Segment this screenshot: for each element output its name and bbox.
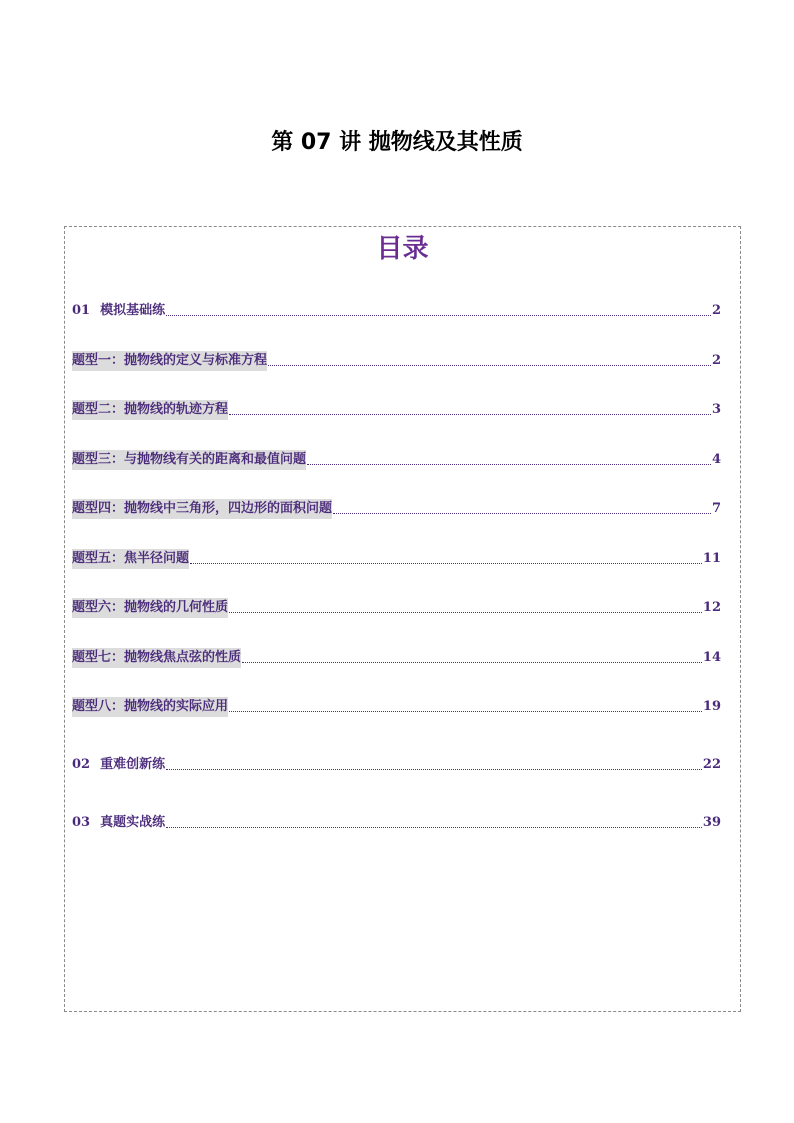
toc-dot-leader: [166, 315, 711, 316]
toc-dot-leader: [333, 513, 711, 514]
toc-entry-label: 题型二：抛物线的轨迹方程: [72, 400, 228, 420]
toc-entry-label: [72, 301, 165, 321]
toc-entry-text: 重难创新练: [100, 757, 166, 772]
toc-entry-type-8[interactable]: [72, 697, 721, 717]
toc-page-number: 2: [711, 353, 721, 368]
toc-page-number: 39: [702, 815, 721, 830]
toc-page-number: 11: [702, 551, 721, 566]
toc-heading: 目录: [376, 234, 429, 264]
toc-page-number: 19: [702, 699, 721, 714]
toc-entry-type-1[interactable]: [72, 351, 721, 371]
toc-page-number: 7: [711, 501, 721, 516]
toc-entry-type-2[interactable]: [72, 400, 721, 420]
toc-entry-type-5[interactable]: [72, 549, 721, 569]
toc-entry-label: 题型五：焦半径问题: [72, 549, 189, 569]
toc-page-number: 2: [711, 303, 721, 318]
toc-entry-advanced[interactable]: [72, 755, 721, 775]
toc-entry-text: 真题实战练: [100, 815, 166, 830]
toc-page-number: 4: [711, 452, 721, 467]
toc-page-number: 12: [702, 600, 721, 615]
toc-entry-type-3[interactable]: [72, 450, 721, 470]
toc-page-number: 22: [702, 757, 721, 772]
toc-entry-label: 题型七：抛物线焦点弦的性质: [72, 648, 241, 668]
toc-entry-simulation-basics[interactable]: [72, 301, 721, 321]
toc-dot-leader: [229, 711, 702, 712]
toc-entry-type-6[interactable]: [72, 598, 721, 618]
toc-entry-number: 02: [72, 757, 91, 772]
toc-entry-label: 题型三：与抛物线有关的距离和最值问题: [72, 450, 306, 470]
toc-dot-leader: [166, 827, 702, 828]
toc-entry-number: 01: [72, 303, 91, 318]
toc-dot-leader: [229, 612, 702, 613]
toc-dot-leader: [307, 464, 711, 465]
toc-entry-label: 题型八：抛物线的实际应用: [72, 697, 228, 717]
toc-dot-leader: [229, 414, 711, 415]
toc-page-number: 3: [711, 402, 721, 417]
toc-entry-label: 题型六：抛物线的几何性质: [72, 598, 228, 618]
toc-entry-label: 题型一：抛物线的定义与标准方程: [72, 351, 267, 371]
toc-entry-type-4[interactable]: [72, 499, 721, 519]
toc-dot-leader: [190, 563, 702, 564]
toc-entry-real-exam[interactable]: [72, 813, 721, 833]
toc-entry-label: [72, 755, 165, 775]
table-of-contents: [64, 226, 741, 1012]
toc-page-number: 14: [702, 650, 721, 665]
toc-entry-text: 模拟基础练: [100, 303, 166, 318]
toc-dot-leader: [268, 365, 711, 366]
toc-dot-leader: [166, 769, 702, 770]
toc-entry-number: 03: [72, 815, 91, 830]
toc-dot-leader: [242, 662, 702, 663]
toc-entry-label: [72, 813, 165, 833]
page-title: 第 07 讲 抛物线及其性质: [271, 130, 523, 155]
toc-entry-type-7[interactable]: [72, 648, 721, 668]
toc-entry-label: 题型四：抛物线中三角形，四边形的面积问题: [72, 499, 332, 519]
